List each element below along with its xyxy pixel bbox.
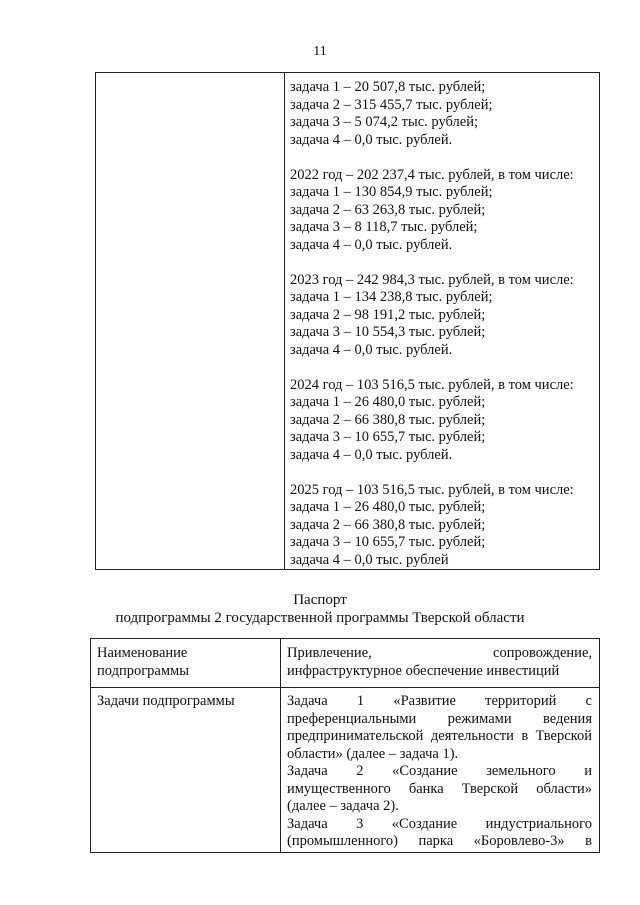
funding-by-year-cell: [290, 79, 595, 587]
year-header: 2023 год – 242 984,3 тыс. рублей, в том числе:: [290, 271, 574, 288]
task-line: задача 2 – 315 455,7 тыс. рублей;: [290, 96, 493, 113]
row-divider: [91, 687, 599, 688]
subprogram-name-label: [97, 645, 275, 680]
funding-group-2024: [290, 377, 595, 465]
label-line: Наименование: [97, 645, 188, 661]
label-line: подпрограммы: [97, 662, 189, 679]
task-line: задача 2 – 66 380,8 тыс. рублей;: [290, 516, 486, 533]
task-line: задача 4 – 0,0 тыс. рублей.: [290, 446, 453, 463]
task-line: задача 2 – 98 191,2 тыс. рублей;: [290, 306, 486, 323]
funding-group-2025: [290, 482, 595, 570]
task-line: задача 2 – 66 380,8 тыс. рублей;: [290, 411, 486, 428]
task-line: задача 1 – 20 507,8 тыс. рублей;: [290, 79, 486, 95]
value-line: Задача 3 «Создание индустриального: [287, 815, 592, 832]
passport-heading: [0, 591, 640, 627]
task-line: задача 2 – 63 263,8 тыс. рублей;: [290, 201, 486, 218]
value-line: (далее – задача 2).: [287, 798, 399, 814]
task-line: задача 3 – 8 118,7 тыс. рублей;: [290, 219, 478, 235]
passport-table: [90, 638, 600, 853]
task-line: задача 3 – 10 554,3 тыс. рублей;: [290, 324, 486, 340]
value-line: (промышленного) парка «Боровлево-3» в: [287, 833, 592, 849]
value-line: предпринимательской деятельности в Тверской: [287, 728, 592, 744]
funding-group-2022: [290, 167, 595, 255]
value-line: инфраструктурное обеспечение инвестиций: [287, 662, 560, 679]
task-line: задача 1 – 134 238,8 тыс. рублей;: [290, 289, 493, 305]
task-line: задача 3 – 10 655,7 тыс. рублей;: [290, 534, 486, 550]
value-line: преференциальными режимами ведения: [287, 710, 592, 727]
page-number: 11: [313, 44, 327, 59]
passport-subtitle: подпрограммы 2 государственной программы Тверской области: [115, 610, 525, 626]
task-line: задача 3 – 5 074,2 тыс. рублей;: [290, 114, 478, 130]
value-line: Привлечение, сопровождение,: [287, 645, 592, 661]
column-divider: [284, 73, 285, 569]
task-line: задача 1 – 26 480,0 тыс. рублей;: [290, 499, 486, 515]
subprogram-tasks-label: Задачи подпрограммы: [97, 693, 235, 709]
task-line: задача 3 – 10 655,7 тыс. рублей;: [290, 429, 486, 445]
funding-group-2021-tail: [290, 79, 595, 149]
subprogram-name-value: [287, 645, 592, 680]
task-line: задача 4 – 0,0 тыс. рублей.: [290, 236, 453, 253]
task-line: задача 1 – 26 480,0 тыс. рублей;: [290, 394, 486, 410]
value-line: области» (далее – задача 1).: [287, 745, 459, 762]
value-line: Задача 2 «Создание земельного и: [287, 763, 592, 779]
task-line: задача 4 – 0,0 тыс. рублей.: [290, 131, 453, 148]
funding-table-continued: [95, 72, 600, 570]
task-line: задача 4 – 0,0 тыс. рублей: [290, 551, 449, 568]
value-line: имущественного банка Тверской области»: [287, 780, 592, 797]
value-line: Задача 1 «Развитие территорий с: [287, 693, 592, 709]
subprogram-tasks-value: [287, 693, 592, 851]
year-header: 2025 год – 103 516,5 тыс. рублей, в том числе:: [290, 481, 574, 498]
year-header: 2024 год – 103 516,5 тыс. рублей, в том числе:: [290, 376, 574, 393]
passport-title: Паспорт: [293, 592, 347, 608]
column-divider: [280, 639, 281, 852]
year-header: 2022 год – 202 237,4 тыс. рублей, в том числе:: [290, 166, 574, 183]
funding-group-2023: [290, 272, 595, 360]
task-line: задача 4 – 0,0 тыс. рублей.: [290, 341, 453, 358]
task-line: задача 1 – 130 854,9 тыс. рублей;: [290, 184, 493, 200]
